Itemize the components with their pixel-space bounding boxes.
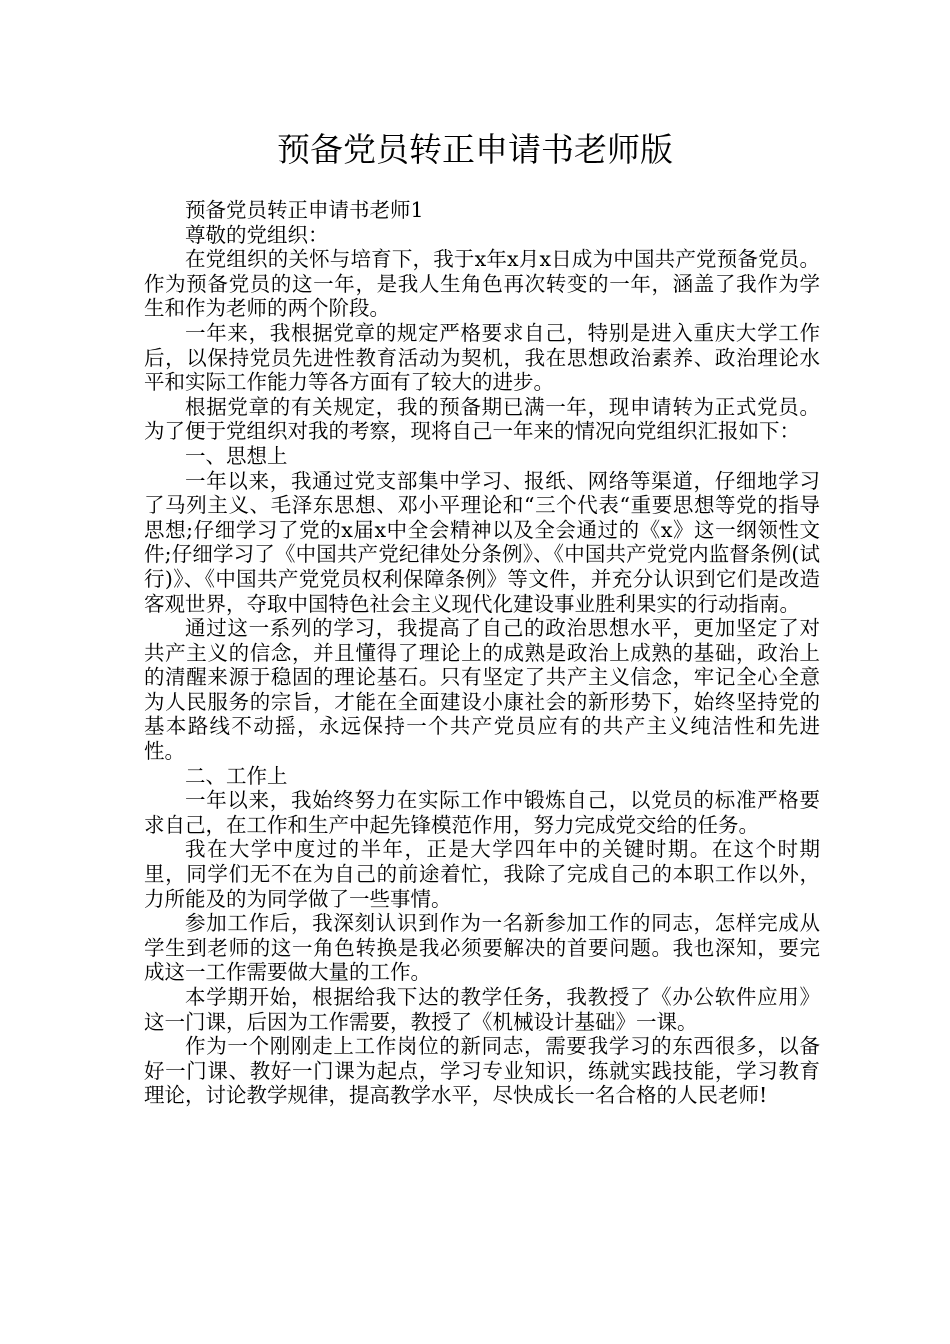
paragraph: 一年来，我根据党章的规定严格要求自己，特别是进入重庆大学工作后，以保持党员先进性教育活动为契机，我在思想政治素养、政治理论水平和实际工作能力等各方面有了较大的进步。: [144, 320, 820, 395]
paragraph: 作为一个刚刚走上工作岗位的新同志，需要我学习的东西很多，以备好一门课、教好一门课为起点，学习专业知识，练就实践技能，学习教育理论，讨论教学规律，提高教学水平，尽快成长一名合格的人民老师!: [144, 1034, 820, 1108]
section-heading: 一、思想上: [185, 443, 288, 468]
paragraph: 参加工作后，我深刻认识到作为一名新参加工作的同志，怎样完成从学生到老师的这一角色转换是我必须要解决的首要问题。我也深知，要完成这一工作需要做大量的工作。: [144, 911, 820, 985]
paragraph: 一年以来，我通过党支部集中学习、报纸、网络等渠道，仔细地学习了马列主义、毛泽东思想、邓小平理论和“三个代表“重要思想等党的指导思想;仔细学习了党的x届x中全会精神以及全会通过的《x》这一纲领性文件;仔细学习了《中国共产党纪律处分条例》、《中国共产党党内监督条例(试行)》、《中国共产党党员权利保障条例》等文件，并充分认识到它们是改造客观世界，夺取中国特色社会主义现代化建设事业胜利果实的行动指南。: [144, 468, 820, 616]
section-heading: 二、工作上: [185, 763, 288, 788]
paragraph: 我在大学中度过的半年，正是大学四年中的关键时期。在这个时期里，同学们无不在为自己的前途着忙，我除了完成自己的本职工作以外，力所能及的为同学做了一些事情。: [144, 837, 820, 911]
paragraph-subtitle: 预备党员转正申请书老师1: [185, 198, 424, 222]
paragraph: 本学期开始，根据给我下达的教学任务，我教授了《办公软件应用》这一门课，后因为工作需要，教授了《机械设计基础》一课。: [144, 985, 820, 1034]
paragraph: 在党组织的关怀与培育下，我于x年x月x日成为中国共产党预备党员。作为预备党员的这一年，是我人生角色再次转变的一年，涵盖了我作为学生和作为老师的两个阶段。: [144, 247, 820, 321]
paragraph: 根据党章的有关规定，我的预备期已满一年，现申请转为正式党员。为了便于党组织对我的考察，现将自己一年来的情况向党组织汇报如下：: [144, 394, 820, 444]
paragraph-salutation: 尊敬的党组织：: [185, 222, 329, 247]
paragraph: 通过这一系列的学习，我提高了自己的政治思想水平，更加坚定了对共产主义的信念，并且懂得了理论上的成熟是政治上成熟的基础，政治上的清醒来源于稳固的理论基石。只有坚定了共产主义信念，牢记全心全意为人民服务的宗旨，才能在全面建设小康社会的新形势下，始终坚持党的基本路线不动摇，永远保持一个共产党员应有的共产主义纯洁性和先进性。: [144, 616, 820, 764]
document-title: 预备党员转正申请书老师版: [277, 130, 673, 169]
paragraph: 一年以来，我始终努力在实际工作中锻炼自己，以党员的标准严格要求自己，在工作和生产中起先锋模范作用，努力完成党交给的任务。: [144, 788, 820, 837]
document-body: [144, 198, 820, 1108]
